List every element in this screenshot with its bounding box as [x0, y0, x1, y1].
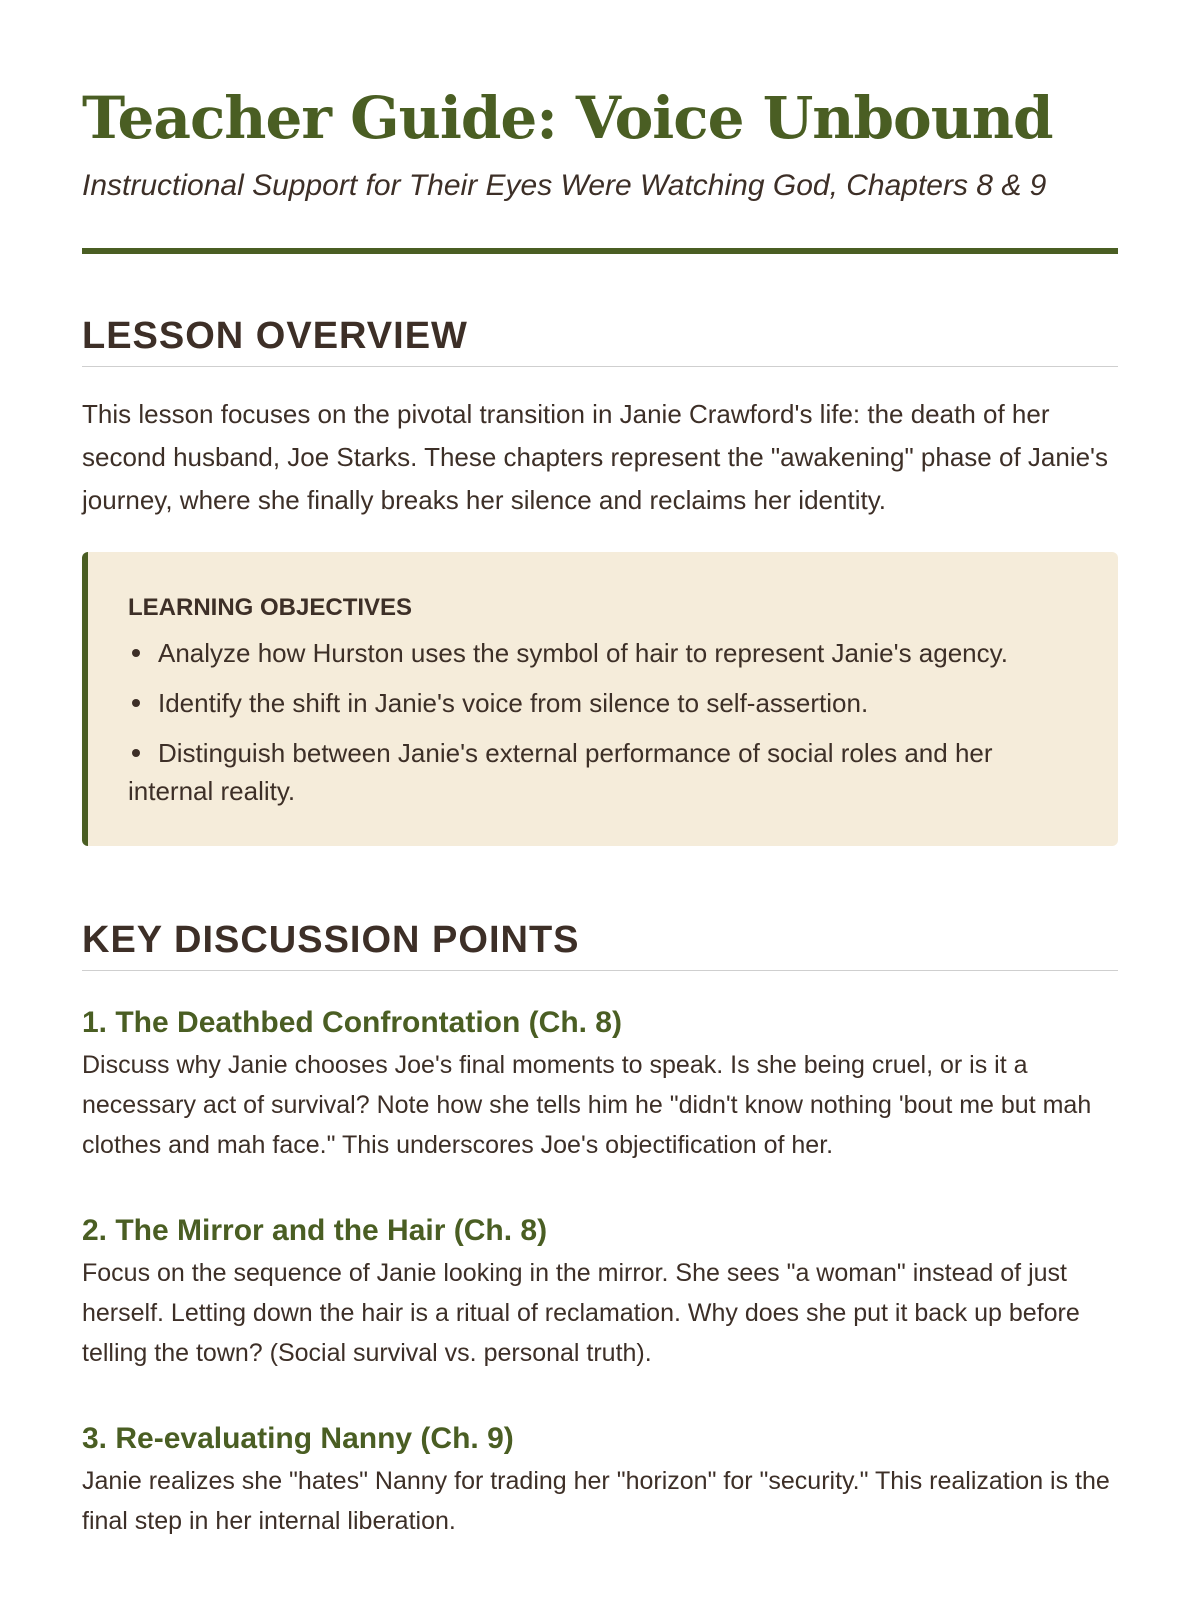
lesson-overview-heading: LESSON OVERVIEW: [82, 312, 1118, 367]
discussion-point-title: 1. The Deathbed Confrontation (Ch. 8): [82, 1006, 622, 1039]
discussion-point: [82, 1003, 1118, 1165]
discussion-point-body: Discuss why Janie chooses Joe's final moments to speak. Is she being cruel, or is it a necessary act of survival? Note how she tells him he "didn't know nothing 'bout me but mah clothes and mah face." This underscores Joe's objectification of her.: [82, 1051, 1092, 1159]
lesson-overview-text: This lesson focuses on the pivotal transition in Janie Crawford's life: the death of her second husband, Joe Starks. These chapters represent the "awakening" phase of Janie's journey, where she finally breaks her silence and reclaims her identity.: [82, 399, 1109, 515]
discussion-point: [82, 1211, 1118, 1373]
key-discussion-heading: KEY DISCUSSION POINTS: [82, 916, 1118, 971]
document-subtitle: Instructional Support for Their Eyes Were Watching God, Chapters 8 & 9: [82, 169, 1047, 202]
discussion-point-body: Focus on the sequence of Janie looking in the mirror. She sees "a woman" instead of just herself. Letting down the hair is a ritual of reclamation. Why does she put it back up before telling the town? (Social survival vs. personal truth).: [82, 1259, 1080, 1367]
objective-item: [128, 684, 1078, 722]
learning-objectives-box: [82, 552, 1118, 846]
bullet-icon: [132, 649, 140, 657]
objective-item: [128, 734, 1078, 810]
title-divider: [82, 248, 1118, 254]
discussion-point: [82, 1419, 1118, 1541]
bullet-icon: [132, 749, 140, 757]
bullet-icon: [132, 699, 140, 707]
lesson-overview-section: [82, 312, 1118, 846]
discussion-point-body: Janie realizes she "hates" Nanny for trading her "horizon" for "security." This realization is the final step in her internal liberation.: [82, 1467, 1110, 1535]
discussion-point-title: 2. The Mirror and the Hair (Ch. 8): [82, 1214, 548, 1247]
document-title: Teacher Guide: Voice Unbound: [82, 84, 1053, 152]
key-discussion-section: [82, 916, 1118, 1541]
objective-text: Analyze how Hurston uses the symbol of hair to represent Janie's agency.: [158, 638, 1008, 668]
learning-objectives-list: [128, 634, 1078, 810]
discussion-point-title: 3. Re-evaluating Nanny (Ch. 9): [82, 1422, 514, 1455]
objective-item: [128, 634, 1078, 672]
learning-objectives-label: LEARNING OBJECTIVES: [128, 594, 413, 621]
objective-text: Identify the shift in Janie's voice from silence to self-assertion.: [158, 688, 869, 718]
objective-text: Distinguish between Janie's external performance of social roles and her internal reality.: [128, 738, 993, 806]
